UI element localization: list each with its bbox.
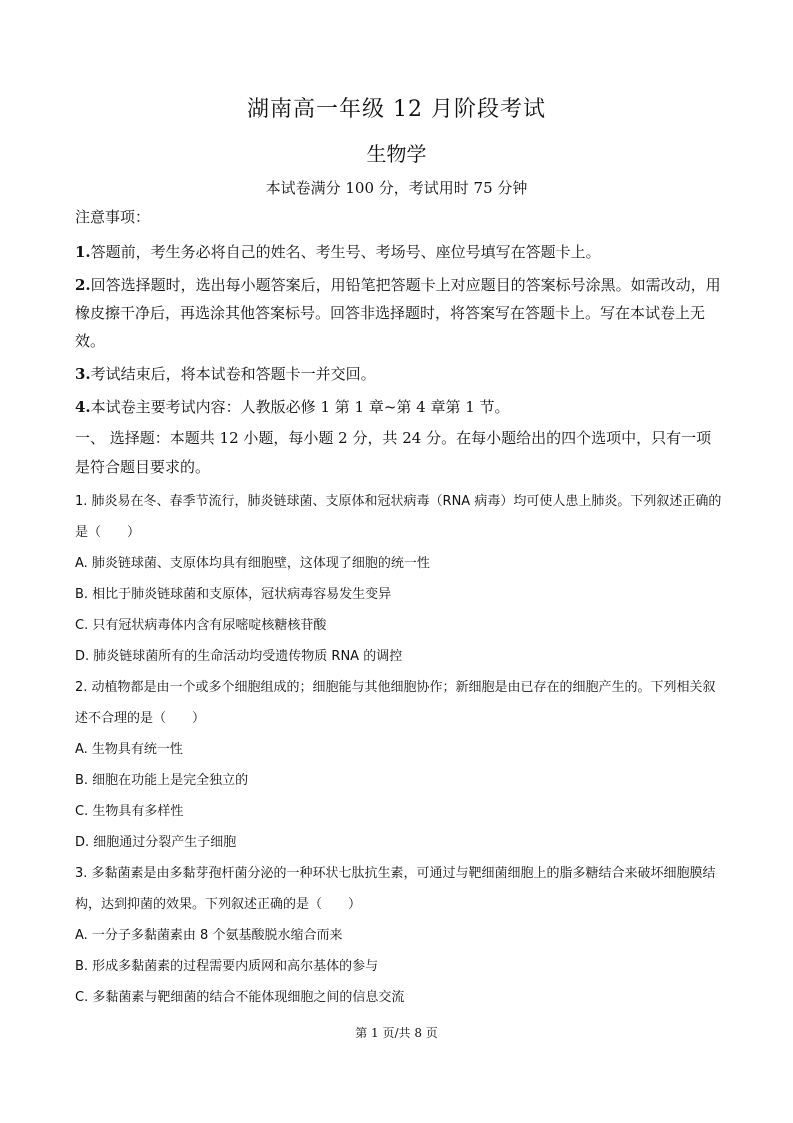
option-c: C. 多黏菌素与靶细菌的结合不能体现细胞之间的信息交流 [75,990,405,1005]
note-text: 考试结束后，将本试卷和答题卡一并交回。 [90,365,376,383]
note-text: 答题前，考生务必将自己的姓名、考生号、考场号、座位号填写在答题卡上。 [90,243,601,261]
note-number: 2. [75,276,91,294]
option-b: B. 细胞在功能上是完全独立的 [75,773,249,788]
note-text: 本试卷主要考试内容：人教版必修 1 第 1 章~第 4 章第 1 节。 [90,398,510,416]
note-item [75,393,725,421]
note-item [75,360,725,388]
option-c: C. 生物具有多样性 [75,804,184,819]
option-a: A. 一分子多黏菌素由 8 个氨基酸脱水缩合而来 [75,928,343,943]
option-b: B. 相比于肺炎链球菌和支原体，冠状病毒容易发生变异 [75,587,392,602]
question-1 [75,486,725,672]
note-text: 回答选择题时，选出每小题答案后，用铅笔把答题卡上对应题目的答案标号涂黑。如需改动，用橡皮擦干净后，再选涂其他答案标号。回答非选择题时，将答案写在答题卡上。写在本试卷上无效。 [75,276,721,350]
question-3 [75,858,725,1013]
question-2 [75,672,725,858]
exam-title: 湖南高一年级 12 月阶段考试 [247,97,546,122]
question-stem: 2. 动植物都是由一个或多个细胞组成的；细胞能与其他细胞协作；新细胞是由已存在的细胞产生的。下列相关叙述不合理的是（ ） [75,680,716,726]
option-a: A. 肺炎链球菌、支原体均具有细胞壁，这体现了细胞的统一性 [75,556,430,571]
question-stem: 1. 肺炎易在冬、春季节流行，肺炎链球菌、支原体和冠状病毒（RNA 病毒）均可使人患上肺炎。下列叙述正确的是（ ） [75,494,722,540]
question-stem: 3. 多黏菌素是由多黏芽孢杆菌分泌的一种环状七肽抗生素，可通过与靶细菌细胞上的脂多糖结合来破坏细胞膜结构，达到抑菌的效果。下列叙述正确的是（ ） [75,866,716,912]
notes-list [75,238,725,426]
option-d: D. 细胞通过分裂产生子细胞 [75,835,237,850]
page-footer: 第 1 页/共 8 页 [355,1026,438,1040]
option-a: A. 生物具有统一性 [75,742,183,757]
note-item [75,238,725,266]
question-list [75,486,725,1013]
note-item [75,271,725,355]
note-number: 3. [75,365,91,383]
note-number: 4. [75,398,91,416]
exam-subject: 生物学 [366,142,427,166]
option-c: C. 只有冠状病毒体内含有尿嘧啶核糖核苷酸 [75,618,327,633]
notes-title: 注意事项： [75,208,151,226]
exam-meta: 本试卷满分 100 分，考试用时 75 分钟 [265,179,528,197]
note-number: 1. [75,243,91,261]
section-heading: 一、 选择题：本题共 12 小题，每小题 2 分，共 24 分。在每小题给出的四个选项中，只有一项是符合题目要求的。 [75,429,712,476]
option-d: D. 肺炎链球菌所有的生命活动均受遗传物质 RNA 的调控 [75,649,403,664]
option-b: B. 形成多黏菌素的过程需要内质网和高尔基体的参与 [75,959,379,974]
